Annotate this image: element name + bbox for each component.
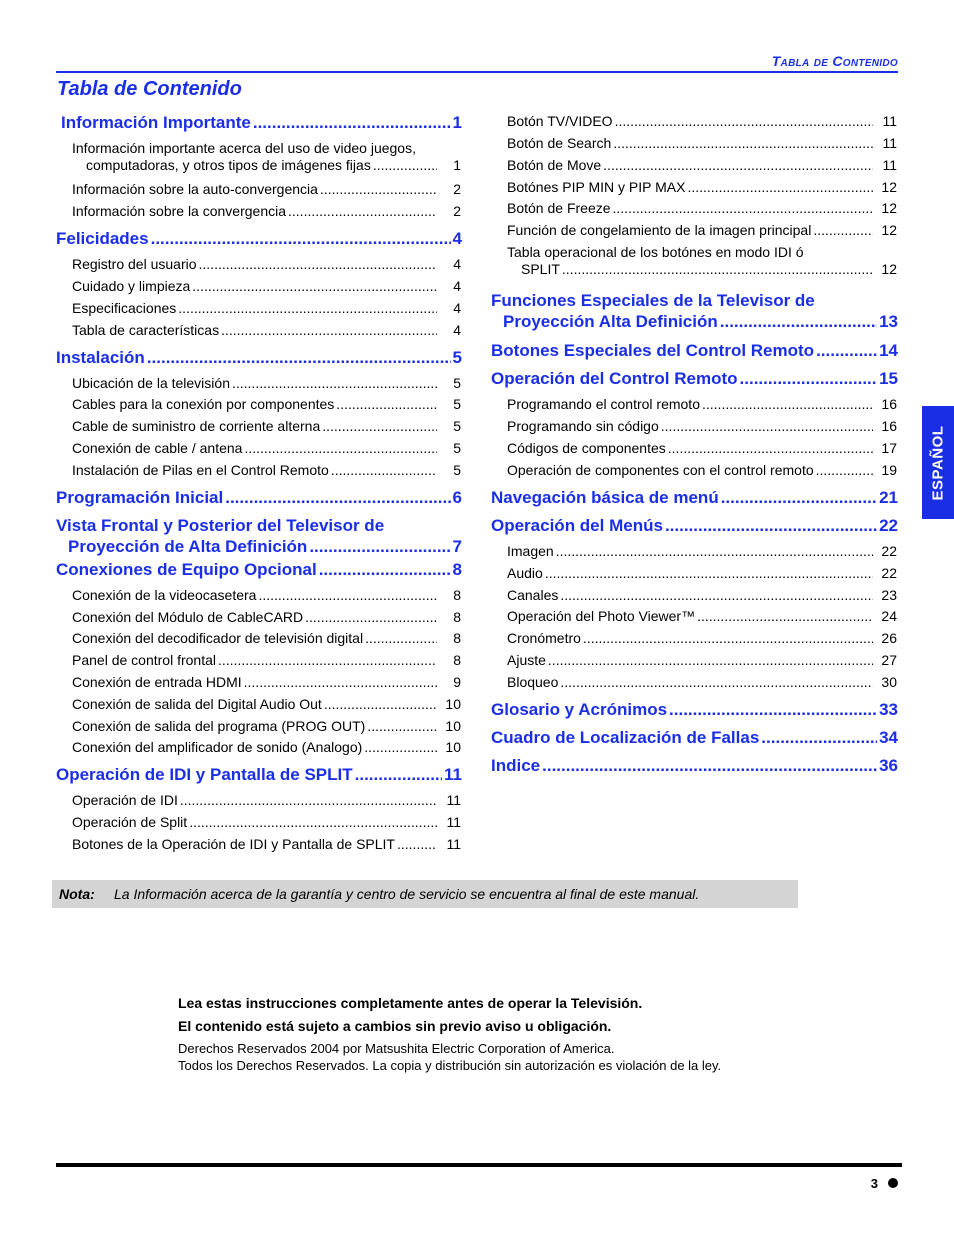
- running-head: Tabla de Contenido: [771, 53, 898, 69]
- toc-page-number: 11: [882, 157, 897, 173]
- toc-page-number: 34: [879, 728, 898, 747]
- dot-leader: [319, 559, 451, 580]
- dot-leader: [556, 543, 873, 560]
- toc-subentry-title: Especificaciones: [72, 300, 177, 316]
- toc-section-entry[interactable]: [491, 487, 898, 508]
- toc-page-number: 11: [446, 836, 461, 852]
- toc-page-number: 10: [445, 696, 461, 712]
- dot-leader: [560, 587, 873, 604]
- dot-leader: [324, 696, 437, 713]
- toc-section-title-cont: Proyección de Alta Definición: [68, 537, 308, 556]
- toc-subentry[interactable]: [56, 278, 462, 295]
- dot-leader: [180, 792, 437, 809]
- dot-leader: [225, 487, 450, 508]
- toc-page-number: 12: [881, 261, 897, 277]
- toc-page-number: 12: [881, 179, 897, 195]
- dot-leader: [583, 630, 873, 647]
- toc-subentry-title: Botónes PIP MIN y PIP MAX: [507, 179, 686, 195]
- dot-leader: [244, 440, 437, 457]
- dot-leader: [665, 515, 877, 536]
- toc-page-number: 5: [452, 348, 462, 367]
- toc-page-number: 23: [881, 587, 897, 603]
- toc-section-title: Felicidades: [56, 229, 149, 248]
- toc-subentry-title: Operación del Photo Viewer™: [507, 608, 696, 624]
- language-tab: [922, 406, 954, 519]
- language-tab-label: ESPAÑOL: [929, 425, 947, 500]
- toc-subentry[interactable]: [56, 718, 462, 735]
- toc-subentry-title: Panel de control frontal: [72, 652, 216, 668]
- toc-subentry-line2: [507, 261, 898, 278]
- toc-subentry-title: Cables para la conexión por componentes: [72, 396, 335, 412]
- toc-subentry-title: Operación de IDI: [72, 792, 178, 808]
- toc-subentry-title: Programando el control remoto: [507, 396, 700, 412]
- dot-leader: [720, 311, 877, 332]
- toc-subentry-title: Información sobre la auto-convergencia: [72, 181, 318, 197]
- toc-subentry-title: Conexión de salida del Digital Audio Out: [72, 696, 322, 712]
- toc-subentry[interactable]: [491, 113, 898, 130]
- toc-section-entry[interactable]: [491, 727, 898, 748]
- toc-page-number: 4: [453, 278, 461, 294]
- toc-subentry-title: Instalación de Pilas en el Control Remoto: [72, 462, 329, 478]
- toc-page-number: 13: [879, 312, 898, 331]
- toc-subentry-title: Conexión de entrada HDMI: [72, 674, 242, 690]
- toc-subentry-title: Audio: [507, 565, 543, 581]
- toc-page-number: 8: [453, 652, 461, 668]
- toc-section-entry[interactable]: [56, 228, 462, 249]
- dot-leader: [613, 135, 873, 152]
- dot-leader: [761, 727, 877, 748]
- toc-page-number: 17: [881, 440, 897, 456]
- toc-page-number: 5: [453, 396, 461, 412]
- toc-page-number: 5: [453, 462, 461, 478]
- toc-section-title: Programación Inicial: [56, 488, 224, 507]
- dot-leader: [702, 396, 873, 413]
- toc-page-number: 5: [453, 440, 461, 456]
- dot-leader: [367, 718, 437, 735]
- toc-page-number: 11: [444, 765, 462, 784]
- toc-subentry-title: Tabla de características: [72, 322, 220, 338]
- toc-page-number: 1: [452, 113, 462, 132]
- toc-subentry-title: Conexión del amplificador de sonido (Analogo): [72, 739, 363, 755]
- dot-leader: [320, 181, 437, 198]
- toc-page-number: 2: [453, 203, 461, 219]
- toc-subentry[interactable]: [491, 396, 898, 413]
- dot-leader: [669, 699, 877, 720]
- toc-page-number: 21: [879, 488, 898, 507]
- dot-leader: [322, 418, 437, 435]
- toc-subentry-line2: [72, 157, 462, 174]
- dot-leader: [355, 764, 442, 785]
- toc-section-entry[interactable]: [491, 699, 898, 720]
- toc-subentry[interactable]: [491, 135, 898, 152]
- toc-subentry[interactable]: [56, 462, 462, 479]
- toc-page-number: 9: [453, 674, 461, 690]
- toc-page-number: 6: [452, 488, 462, 507]
- toc-section-title: Cuadro de Localización de Fallas: [491, 728, 760, 747]
- dot-leader: [336, 396, 437, 413]
- toc-page-number: 19: [881, 462, 897, 478]
- toc-section-title: Glosario y Acrónimos: [491, 700, 668, 719]
- dot-leader: [189, 814, 437, 831]
- toc-subentry-title: Conexión de cable / antena: [72, 440, 243, 456]
- toc-subentry-title: Imagen: [507, 543, 554, 559]
- toc-page-number: 26: [881, 630, 897, 646]
- dot-leader: [199, 256, 437, 273]
- toc-page-number: 1: [453, 157, 461, 173]
- toc-subentry[interactable]: [56, 792, 462, 809]
- toc-subentry[interactable]: [56, 609, 462, 626]
- toc-subentry[interactable]: [56, 300, 462, 317]
- toc-subentry-title: Botón TV/VIDEO: [507, 113, 613, 129]
- toc-subentry-title: Ajuste: [507, 652, 546, 668]
- note-label: Nota:: [59, 886, 95, 902]
- header-rule: [56, 71, 898, 73]
- dot-leader: [192, 278, 437, 295]
- toc-page-number: 33: [879, 700, 898, 719]
- note-bar: [52, 880, 798, 908]
- dot-leader: [697, 608, 873, 625]
- toc-subentry[interactable]: [491, 157, 898, 174]
- toc-page-number: 16: [881, 396, 897, 412]
- toc-page-number: 4: [453, 300, 461, 316]
- dot-leader: [615, 113, 873, 130]
- toc-section-line2: [491, 311, 898, 332]
- dot-leader: [331, 462, 437, 479]
- dot-leader: [365, 630, 437, 647]
- toc-subentry-title: Conexión de la videocasetera: [72, 587, 257, 603]
- toc-page-number: 11: [882, 113, 897, 129]
- toc-section-title: Indice: [491, 756, 541, 775]
- toc-page-number: 15: [879, 369, 898, 388]
- dot-leader: [218, 652, 437, 669]
- toc-subentry-title: Botón de Search: [507, 135, 612, 151]
- dot-leader: [364, 739, 437, 756]
- toc-page-number: 30: [881, 674, 897, 690]
- toc-subentry[interactable]: [491, 462, 898, 479]
- dot-leader: [288, 203, 437, 220]
- toc-subentry-title: Códigos de componentes: [507, 440, 666, 456]
- toc-page-number: 10: [445, 718, 461, 734]
- toc-subentry[interactable]: [56, 418, 462, 435]
- toc-section-title: Información Importante: [61, 113, 251, 132]
- toc-page-number: 4: [452, 229, 462, 248]
- toc-subentry-title: Tabla operacional de los botónes en modo IDI ó: [507, 244, 804, 260]
- dot-leader: [548, 652, 873, 669]
- toc-page-number: 7: [452, 537, 462, 556]
- toc-subentry-title: Cable de suministro de corriente alterna: [72, 418, 321, 434]
- dot-leader: [721, 487, 877, 508]
- toc-subentry-title: Conexión del decodificador de televisión digital: [72, 630, 364, 646]
- toc-section-entry[interactable]: [56, 112, 462, 133]
- dot-leader: [613, 200, 873, 217]
- toc-page-number: 10: [445, 739, 461, 755]
- dot-leader: [816, 340, 877, 361]
- instructions-notice: Lea estas instrucciones completamente antes de operar la Televisión.: [178, 995, 643, 1011]
- toc-section-entry[interactable]: [56, 764, 462, 785]
- page-title: Tabla de Contenido: [57, 78, 242, 100]
- toc-subentry-title: Canales: [507, 587, 559, 603]
- dot-leader: [740, 368, 878, 389]
- toc-page-number: 11: [446, 814, 461, 830]
- toc-section-title: Funciones Especiales de la Televisor de: [491, 291, 815, 310]
- toc-section-entry[interactable]: [56, 515, 462, 557]
- toc-subentry[interactable]: [491, 222, 898, 239]
- toc-subentry-title-cont: SPLIT: [521, 261, 560, 277]
- dot-leader: [373, 157, 437, 174]
- dot-leader: [232, 375, 437, 392]
- toc-subentry[interactable]: [491, 674, 898, 691]
- toc-section-title-cont: Proyección Alta Definición: [503, 312, 718, 331]
- dot-leader: [309, 536, 450, 557]
- toc-subentry[interactable]: [56, 836, 462, 853]
- toc-subentry-title: Programando sin código: [507, 418, 659, 434]
- toc-subentry[interactable]: [56, 587, 462, 604]
- toc-section-line2: [56, 536, 462, 557]
- toc-subentry-title-cont: computadoras, y otros tipos de imágenes fijas: [86, 157, 371, 173]
- toc-section-title: Conexiones de Equipo Opcional: [56, 560, 317, 579]
- toc-page-number: 8: [453, 587, 461, 603]
- toc-section-title: Vista Frontal y Posterior del Televisor de: [56, 516, 385, 535]
- toc-section-entry[interactable]: [491, 755, 898, 776]
- toc-subentry[interactable]: [491, 543, 898, 560]
- toc-subentry[interactable]: [491, 179, 898, 196]
- footer-rule: [56, 1163, 902, 1167]
- toc-page-number: 4: [453, 256, 461, 272]
- toc-subentry-title: Información importante acerca del uso de video juegos,: [72, 140, 416, 156]
- toc-subentry-title: Operación de componentes con el control remoto: [507, 462, 814, 478]
- dot-leader: [816, 462, 873, 479]
- toc-subentry-title: Registro del usuario: [72, 256, 197, 272]
- toc-subentry[interactable]: [56, 674, 462, 691]
- dot-leader: [397, 836, 437, 853]
- toc-section-entry[interactable]: [491, 290, 898, 332]
- toc-section-title: Operación del Control Remoto: [491, 369, 738, 388]
- toc-subentry-title: Ubicación de la televisión: [72, 375, 230, 391]
- toc-page-number: 8: [453, 609, 461, 625]
- toc-subentry-title: Botón de Freeze: [507, 200, 611, 216]
- toc-section-entry[interactable]: [491, 368, 898, 389]
- toc-section-title: Operación de IDI y Pantalla de SPLIT: [56, 765, 353, 784]
- toc-subentry[interactable]: [56, 814, 462, 831]
- dot-leader: [258, 587, 437, 604]
- dot-leader: [221, 322, 437, 339]
- dot-leader: [305, 609, 437, 626]
- toc-section-title: Navegación básica de menú: [491, 488, 719, 507]
- dot-leader: [562, 261, 873, 278]
- toc-section-entry[interactable]: [491, 340, 898, 361]
- copyright-line: Derechos Reservados 2004 por Matsushita Electric Corporation of America.: [178, 1041, 615, 1056]
- toc-page-number: 12: [881, 222, 897, 238]
- toc-section-entry[interactable]: [56, 559, 462, 580]
- dot-leader: [560, 674, 873, 691]
- toc-subentry[interactable]: [56, 652, 462, 669]
- dot-leader: [813, 222, 873, 239]
- toc-page-number: 22: [879, 516, 898, 535]
- copyright-block: [178, 992, 818, 1074]
- dot-leader: [244, 674, 437, 691]
- toc-page-number: 5: [453, 375, 461, 391]
- dot-leader: [178, 300, 437, 317]
- toc-subentry[interactable]: [491, 608, 898, 625]
- toc-page-number: 4: [453, 322, 461, 338]
- toc-subentry[interactable]: [491, 565, 898, 582]
- rights-line: Todos los Derechos Reservados. La copia y distribución sin autorización es violación de la ley.: [178, 1058, 722, 1073]
- toc-section-entry[interactable]: [491, 515, 898, 536]
- toc-subentry[interactable]: [56, 140, 462, 174]
- toc-section-entry[interactable]: [56, 347, 462, 368]
- toc-subentry[interactable]: [491, 244, 898, 278]
- dot-leader: [687, 179, 873, 196]
- toc-page-number: 12: [881, 200, 897, 216]
- toc-subentry-title: Función de congelamiento de la imagen principal: [507, 222, 812, 238]
- toc-subentry[interactable]: [56, 256, 462, 273]
- toc-subentry[interactable]: [56, 630, 462, 647]
- toc-page-number: 5: [453, 418, 461, 434]
- toc-subentry[interactable]: [491, 200, 898, 217]
- dot-leader: [603, 157, 873, 174]
- toc-page-number: 8: [452, 560, 462, 579]
- toc-page-number: 36: [879, 756, 898, 775]
- toc-subentry[interactable]: [56, 396, 462, 413]
- toc-subentry[interactable]: [56, 739, 462, 756]
- page-number: 3: [870, 1176, 878, 1191]
- dot-leader: [545, 565, 873, 582]
- dot-leader: [542, 755, 877, 776]
- toc-page-number: 27: [881, 652, 897, 668]
- toc-section-title: Instalación: [56, 348, 145, 367]
- toc-subentry[interactable]: [56, 440, 462, 457]
- toc-subentry[interactable]: [56, 181, 462, 198]
- toc-subentry[interactable]: [491, 587, 898, 604]
- toc-page-number: 14: [879, 341, 898, 360]
- toc-subentry[interactable]: [491, 440, 898, 457]
- toc-subentry[interactable]: [56, 322, 462, 339]
- dot-leader: [661, 418, 873, 435]
- toc-subentry-title: Información sobre la convergencia: [72, 203, 287, 219]
- toc-page-number: 22: [881, 565, 897, 581]
- toc-subentry-title: Cronómetro: [507, 630, 581, 646]
- toc-subentry-title: Bloqueo: [507, 674, 559, 690]
- toc-subentry-title: Conexión de salida del programa (PROG OUT): [72, 718, 366, 734]
- toc-section-title: Operación del Menús: [491, 516, 663, 535]
- toc-section-title: Botones Especiales del Control Remoto: [491, 341, 815, 360]
- toc-page-number: 11: [882, 135, 897, 151]
- bullet-icon: [888, 1178, 898, 1188]
- toc-subentry[interactable]: [56, 696, 462, 713]
- toc-subentry-title: Botones de la Operación de IDI y Pantalla de SPLIT: [72, 836, 395, 852]
- toc-page-number: 2: [453, 181, 461, 197]
- toc-subentry[interactable]: [491, 652, 898, 669]
- toc-subentry-title: Conexión del Módulo de CableCARD: [72, 609, 304, 625]
- toc-page-number: 24: [881, 608, 897, 624]
- toc-subentry-title: Botón de Move: [507, 157, 602, 173]
- change-notice: El contenido está sujeto a cambios sin previo aviso u obligación.: [178, 1018, 612, 1034]
- toc-subentry[interactable]: [56, 375, 462, 392]
- toc-page-number: 11: [446, 792, 461, 808]
- toc-subentry-title: Operación de Split: [72, 814, 188, 830]
- toc-subentry[interactable]: [56, 203, 462, 220]
- note-text: La Información acerca de la garantía y centro de servicio se encuentra al final de este manual.: [114, 886, 700, 902]
- toc-page-number: 8: [453, 630, 461, 646]
- toc-page-number: 16: [881, 418, 897, 434]
- toc-subentry-title: Cuidado y limpieza: [72, 278, 191, 294]
- toc-subentry[interactable]: [491, 630, 898, 647]
- dot-leader: [668, 440, 873, 457]
- dot-leader: [253, 112, 451, 133]
- toc-section-entry[interactable]: [56, 487, 462, 508]
- dot-leader: [151, 228, 451, 249]
- toc-subentry[interactable]: [491, 418, 898, 435]
- dot-leader: [147, 347, 451, 368]
- toc-page-number: 22: [881, 543, 897, 559]
